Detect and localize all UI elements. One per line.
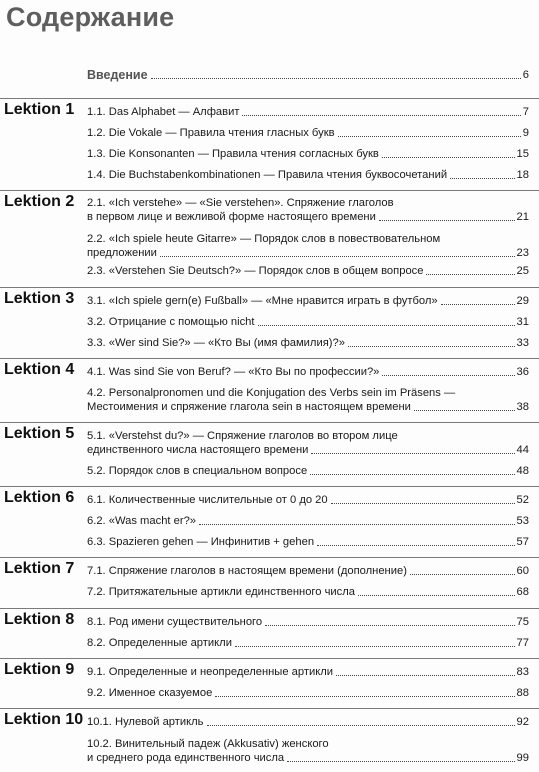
toc-entry bbox=[87, 105, 529, 119]
entry-text: 7.2. Притяжательные артикли единственного числа bbox=[87, 586, 356, 598]
lesson-divider bbox=[0, 608, 539, 609]
lesson-divider bbox=[0, 98, 539, 99]
entry-text: 2.2. «Ich spiele heute Gitarre» — Порядок слов в повествовательном bbox=[87, 233, 441, 245]
dot-leader bbox=[450, 178, 514, 179]
page-number: 77 bbox=[516, 637, 529, 649]
entry-text: 3.1. «Ich spiele gern(e) Fußball» — «Мне нравится играть в футбол» bbox=[87, 295, 438, 307]
toc-entry bbox=[87, 585, 529, 599]
dot-leader bbox=[358, 595, 515, 596]
page-number: 23 bbox=[516, 247, 529, 259]
page-number: 31 bbox=[516, 316, 529, 328]
lesson-heading: Lektion 4 bbox=[4, 361, 75, 378]
entry-text: 2.3. «Verstehen Sie Deutsch?» — Порядок слов в общем вопросе bbox=[87, 265, 424, 277]
lesson-divider bbox=[0, 486, 539, 487]
toc-entry bbox=[87, 493, 529, 507]
toc-entry bbox=[87, 737, 529, 765]
entry-text: в первом лице и вежливой форме настоящего времени bbox=[87, 211, 376, 223]
dot-leader bbox=[199, 524, 515, 525]
lesson-divider bbox=[0, 287, 539, 288]
dot-leader bbox=[382, 157, 515, 158]
toc-entry bbox=[87, 147, 529, 161]
dot-leader bbox=[310, 474, 514, 475]
dot-leader bbox=[242, 115, 520, 116]
dot-leader bbox=[441, 304, 515, 305]
entry-text: 8.1. Род имени существительного bbox=[87, 616, 263, 628]
page-number: 6 bbox=[522, 69, 529, 81]
lesson-heading: Lektion 2 bbox=[4, 193, 75, 210]
page-title: Содержание bbox=[6, 2, 175, 32]
dot-leader bbox=[336, 675, 515, 676]
lesson-heading: Lektion 9 bbox=[4, 661, 75, 678]
dot-leader bbox=[331, 503, 515, 504]
dot-leader bbox=[426, 274, 514, 275]
toc-entry bbox=[87, 232, 529, 260]
page-number: 57 bbox=[516, 536, 529, 548]
entry-text: 6.2. «Was macht er?» bbox=[87, 515, 197, 527]
dot-leader bbox=[258, 325, 515, 326]
toc-entry bbox=[87, 264, 529, 278]
entry-text: Местоимения и спряжение глагола sein в настоящем времени bbox=[87, 401, 411, 413]
entry-text: 8.2. Определенные артикли bbox=[87, 637, 232, 649]
lesson-divider bbox=[0, 422, 539, 423]
lesson-heading: Lektion 10 bbox=[4, 711, 84, 728]
entry-text: 6.1. Количественные числительные от 0 до 20 bbox=[87, 494, 328, 506]
page-number: 25 bbox=[516, 265, 529, 277]
lesson-divider bbox=[0, 557, 539, 558]
dot-leader bbox=[151, 78, 521, 79]
page-number: 60 bbox=[516, 565, 529, 577]
lesson-heading: Lektion 7 bbox=[4, 560, 75, 577]
toc-entry bbox=[87, 336, 529, 350]
lesson-heading: Lektion 1 bbox=[4, 101, 75, 118]
toc-entry bbox=[87, 386, 529, 414]
entry-text: 2.1. «Ich verstehe» — «Sie verstehen». Спряжение глаголов bbox=[87, 197, 394, 209]
entry-text: 1.2. Die Vokale — Правила чтения гласных букв bbox=[87, 127, 335, 139]
lesson-heading: Lektion 8 bbox=[4, 611, 75, 628]
dot-leader bbox=[265, 625, 514, 626]
lesson-divider bbox=[0, 358, 539, 359]
dot-leader bbox=[207, 725, 515, 726]
toc-entry bbox=[87, 126, 529, 140]
lesson-divider bbox=[0, 708, 539, 709]
page-number: 7 bbox=[522, 106, 529, 118]
dot-leader bbox=[379, 220, 515, 221]
toc-entry bbox=[87, 464, 529, 478]
toc-entry bbox=[87, 564, 529, 578]
entry-text: предложении bbox=[87, 247, 157, 259]
dot-leader bbox=[287, 761, 514, 762]
toc-entry bbox=[87, 715, 529, 729]
dot-leader bbox=[317, 545, 515, 546]
page-number: 29 bbox=[516, 295, 529, 307]
toc-entry bbox=[87, 615, 529, 629]
entry-text: 9.2. Именное сказуемое bbox=[87, 687, 213, 699]
entry-text: единственного числа настоящего времени bbox=[87, 444, 309, 456]
lesson-heading: Lektion 6 bbox=[4, 489, 75, 506]
page-number: 83 bbox=[516, 666, 529, 678]
dot-leader bbox=[414, 410, 515, 411]
page-number: 75 bbox=[516, 616, 529, 628]
page-number: 38 bbox=[516, 401, 529, 413]
page-number: 18 bbox=[516, 169, 529, 181]
page-number: 48 bbox=[516, 465, 529, 477]
toc-intro bbox=[87, 68, 529, 82]
entry-text: 4.2. Personalpronomen und die Konjugation des Verbs sein im Präsens — bbox=[87, 387, 456, 399]
page-number: 52 bbox=[516, 494, 529, 506]
page-number: 68 bbox=[516, 586, 529, 598]
dot-leader bbox=[338, 136, 521, 137]
entry-text: 7.1. Спряжение глаголов в настоящем времени (дополнение) bbox=[87, 565, 407, 577]
toc-entry bbox=[87, 636, 529, 650]
toc-entry bbox=[87, 365, 529, 379]
dot-leader bbox=[235, 646, 515, 647]
toc-entry bbox=[87, 294, 529, 308]
dot-leader bbox=[311, 453, 514, 454]
dot-leader bbox=[410, 574, 515, 575]
page-number: 21 bbox=[516, 211, 529, 223]
page-number: 9 bbox=[522, 127, 529, 139]
page-number: 36 bbox=[516, 366, 529, 378]
entry-text: 10.2. Винительный падеж (Akkusativ) женского bbox=[87, 738, 329, 750]
entry-text: 5.2. Порядок слов в специальном вопросе bbox=[87, 465, 308, 477]
toc-entry bbox=[87, 514, 529, 528]
page-number: 44 bbox=[516, 444, 529, 456]
page-number: 53 bbox=[516, 515, 529, 527]
toc-entry bbox=[87, 315, 529, 329]
page-number: 15 bbox=[516, 148, 529, 160]
entry-text: 9.1. Определенные и неопределенные артикли bbox=[87, 666, 334, 678]
toc-entry bbox=[87, 429, 529, 457]
entry-text: 6.3. Spazieren gehen — Инфинитив + gehen bbox=[87, 536, 315, 548]
entry-text: 1.3. Die Konsonanten — Правила чтения согласных букв bbox=[87, 148, 379, 160]
lesson-heading: Lektion 5 bbox=[4, 425, 75, 442]
page-number: 92 bbox=[516, 716, 529, 728]
lesson-heading: Lektion 3 bbox=[4, 290, 75, 307]
entry-text: 4.1. Was sind Sie von Beruf? — «Кто Вы по профессии?» bbox=[87, 366, 380, 378]
intro-label: Введение bbox=[87, 68, 148, 82]
entry-text: 1.1. Das Alphabet — Алфавит bbox=[87, 106, 240, 118]
toc-entry bbox=[87, 168, 529, 182]
dot-leader bbox=[348, 346, 515, 347]
toc-entry bbox=[87, 196, 529, 224]
entry-text: 1.4. Die Buchstabenkombinationen — Правила чтения буквосочетаний bbox=[87, 169, 448, 181]
page-number: 88 bbox=[516, 687, 529, 699]
dot-leader bbox=[160, 256, 515, 257]
entry-text: 10.1. Нулевой артикль bbox=[87, 716, 204, 728]
entry-text: 3.3. «Wer sind Sie?» — «Кто Вы (имя фамилия)?» bbox=[87, 337, 345, 349]
page-number: 33 bbox=[516, 337, 529, 349]
dot-leader bbox=[215, 696, 514, 697]
toc-entry bbox=[87, 665, 529, 679]
page-number: 99 bbox=[516, 752, 529, 764]
entry-text: 5.1. «Verstehst du?» — Спряжение глаголов во втором лице bbox=[87, 430, 398, 442]
toc-entry bbox=[87, 686, 529, 700]
lesson-divider bbox=[0, 658, 539, 659]
dot-leader bbox=[382, 375, 514, 376]
entry-text: 3.2. Отрицание с помощью nicht bbox=[87, 316, 255, 328]
entry-text: и среднего рода единственного числа bbox=[87, 752, 285, 764]
toc-entry bbox=[87, 535, 529, 549]
toc-line bbox=[87, 68, 529, 82]
lesson-divider bbox=[0, 190, 539, 191]
